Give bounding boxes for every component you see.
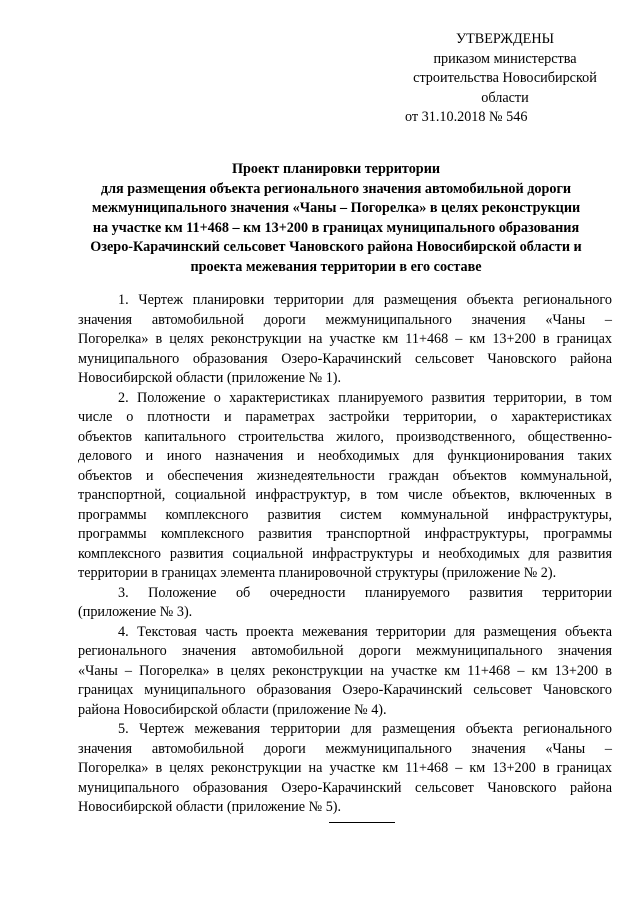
document-title [60, 160, 612, 277]
paragraph-line: программы комплексного развития транспортной инфраструктуры, программы [78, 526, 612, 542]
paragraph-1 [78, 291, 612, 389]
title-line: для размещения объекта регионального значения автомобильной дороги [100, 180, 572, 197]
paragraph-line: значения автомобильной дороги межмуниципального значения «Чаны – [78, 311, 612, 328]
approval-line: строительства Новосибирской [413, 70, 597, 86]
paragraph-2 [78, 389, 612, 584]
paragraph-line: муниципального образования Озеро-Карачинский сельсовет Чановского района [78, 779, 612, 796]
paragraph-line: числе о плотности и параметрах застройки территории, о характеристиках [78, 409, 612, 425]
approval-line: области [481, 89, 529, 106]
paragraph-line: 3. Положение об очередности планируемого развития территории [118, 584, 612, 601]
title-line: Проект планировки территории [231, 161, 441, 177]
paragraph-line: 1. Чертеж планировки территории для размещения объекта регионального [118, 292, 612, 308]
document-body [78, 291, 612, 818]
approval-date-number: от 31.10.2018 № 546 [405, 109, 528, 125]
approval-heading: УТВЕРЖДЕНЫ [456, 31, 554, 47]
paragraph-line: комплексного развития социальной инфраструктуры и необходимых для развития [78, 545, 612, 562]
paragraph-line: территории в границах элемента планировочной структуры (приложение № 2). [78, 565, 557, 581]
approval-line: приказом министерства [433, 50, 577, 67]
paragraph-line: границах муниципального образования Озеро-Карачинский сельсовет Чановского [78, 682, 612, 698]
paragraph-line: Погорелка» в целях реконструкции на участке км 11+468 – км 13+200 в границах [78, 331, 612, 347]
paragraph-line: значения автомобильной дороги межмуниципального значения «Чаны – [78, 740, 612, 757]
paragraph-line: 5. Чертеж межевания территории для размещения объекта регионального [118, 721, 612, 737]
paragraph-line: района Новосибирской области (приложение № 4). [78, 701, 387, 718]
paragraph-line: объектов и обеспечения жизнедеятельности граждан объектов коммунальной, [78, 467, 612, 484]
title-line: Озеро-Карачинский сельсовет Чановского района Новосибирской области и [90, 239, 582, 255]
paragraph-line: (приложение № 3). [78, 604, 193, 620]
title-line: проекта межевания территории в его составе [190, 258, 482, 275]
paragraph-line: муниципального образования Озеро-Карачинский сельсовет Чановского района [78, 350, 612, 367]
paragraph-line: регионального значения автомобильной дороги межмуниципального значения [78, 643, 612, 659]
paragraph-line: Погорелка» в целях реконструкции на участке км 11+468 – км 13+200 в границах [78, 760, 612, 776]
paragraph-3 [78, 584, 612, 623]
paragraph-line: программы комплексного развития систем коммунальной инфраструктуры, [78, 506, 612, 523]
paragraph-5 [78, 720, 612, 818]
title-line: на участке км 11+468 – км 13+200 в границах муниципального образования [92, 219, 580, 236]
approval-stamp [395, 30, 615, 128]
paragraph-line: Новосибирской области (приложение № 1). [78, 370, 342, 386]
paragraph-line: «Чаны – Погорелка» в целях реконструкции на участке км 11+468 – км 13+200 в [78, 662, 612, 679]
paragraph-line: транспортной, социальной инфраструктур, в том числе объектов, включенных в [78, 487, 612, 503]
paragraph-line: 4. Текстовая часть проекта межевания территории для размещения объекта [118, 623, 612, 640]
paragraph-line: 2. Положение о характеристиках планируемого развития территории, в том [118, 389, 612, 406]
paragraph-line: объектов капитального строительства жилого, производственного, общественно- [78, 428, 612, 445]
paragraph-line: делового и иного назначения и необходимых для функционирования таких [78, 448, 612, 464]
end-separator-line [329, 822, 395, 823]
paragraph-line: Новосибирской области (приложение № 5). [78, 799, 342, 815]
title-line: межмуниципального значения «Чаны – Погорелка» в целях реконструкции [91, 200, 581, 216]
paragraph-4 [78, 623, 612, 721]
